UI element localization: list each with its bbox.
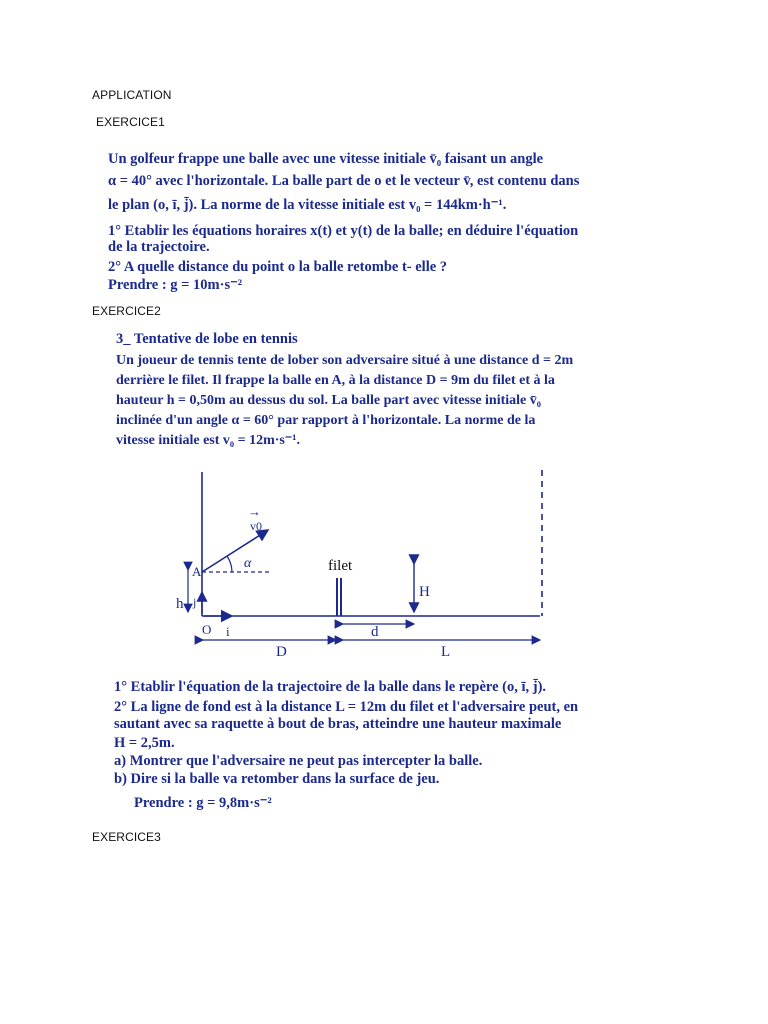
exercise1-line: de la trajectoire.	[108, 239, 210, 255]
exercise2-intro-line: hauteur h = 0,50m au dessus du sol. La balle part avec vitesse initiale v̄₀	[116, 393, 541, 408]
velocity-vector	[202, 530, 268, 572]
exercise2-scan	[116, 330, 636, 450]
label-O: O	[202, 622, 212, 637]
exercise2-question-line: a) Montrer que l'adversaire ne peut pas intercepter la balle.	[114, 753, 483, 769]
exercise2-intro-line: vitesse initiale est v₀ = 12m·s⁻¹.	[116, 433, 300, 448]
label-i: i	[226, 624, 230, 639]
heading-exercice2: EXERCICE2	[92, 304, 161, 318]
exercise1-scan	[108, 140, 648, 300]
exercise2-question-line: 1° Etablir l'équation de la trajectoire de la balle dans le repère (o, ī, j̄).	[114, 679, 547, 695]
exercise2-intro-line: Un joueur de tennis tente de lober son adversaire situé à une distance d = 2m	[116, 353, 574, 368]
heading-application: APPLICATION	[92, 88, 172, 102]
exercise2-intro-line: derrière le filet. Il frappe la balle en A, à la distance D = 9m du filet et à la	[116, 373, 555, 388]
exercise2-title: 3_ Tentative de lobe en tennis	[116, 331, 298, 347]
label-alpha: α	[244, 556, 252, 571]
exercise1-line: Prendre : g = 10m·s⁻²	[108, 277, 243, 293]
label-L: L	[441, 644, 451, 660]
exercise2-question-line: H = 2,5m.	[114, 735, 175, 751]
exercise2-question-line: 2° La ligne de fond est à la distance L = 12m du filet et l'adversaire peut, en	[114, 699, 579, 715]
exercise1-line: 2° A quelle distance du point o la balle retombe t- elle ?	[108, 259, 448, 275]
label-A: A	[192, 564, 202, 579]
exercise1-line: α = 40° avec l'horizontale. La balle part de o et le vecteur v̄, est contenu dans	[108, 173, 580, 189]
exercise2-intro-line: inclinée d'un angle α = 60° par rapport à l'horizontale. La norme de la	[116, 413, 536, 428]
label-H: H	[419, 584, 430, 600]
label-v0-arrow: →	[248, 504, 261, 519]
angle-arc	[227, 556, 232, 572]
exercise2-question-line: Prendre : g = 9,8m·s⁻²	[134, 795, 272, 811]
heading-exercice1: EXERCICE1	[96, 115, 165, 129]
label-h: h	[176, 596, 184, 612]
exercise2-questions	[114, 676, 654, 816]
exercise2-question-line: b) Dire si la balle va retomber dans la surface de jeu.	[114, 771, 440, 787]
label-j: j	[193, 595, 197, 609]
label-d: d	[371, 624, 379, 640]
exercise1-line: 1° Etablir les équations horaires x(t) et y(t) de la balle; en déduire l'équation	[108, 223, 579, 239]
label-D: D	[276, 644, 287, 660]
exercise1-line: Un golfeur frappe une balle avec une vitesse initiale v̄₀ faisant un angle	[108, 151, 544, 167]
label-v0: v0	[250, 519, 262, 533]
label-filet: filet	[328, 558, 353, 574]
exercise2-question-line: sautant avec sa raquette à bout de bras, atteindre une hauteur maximale	[114, 716, 562, 732]
heading-exercice3: EXERCICE3	[92, 830, 161, 844]
exercise1-line: le plan (o, ī, j̄). La norme de la vitesse initiale est v₀ = 144km·h⁻¹.	[108, 197, 507, 213]
